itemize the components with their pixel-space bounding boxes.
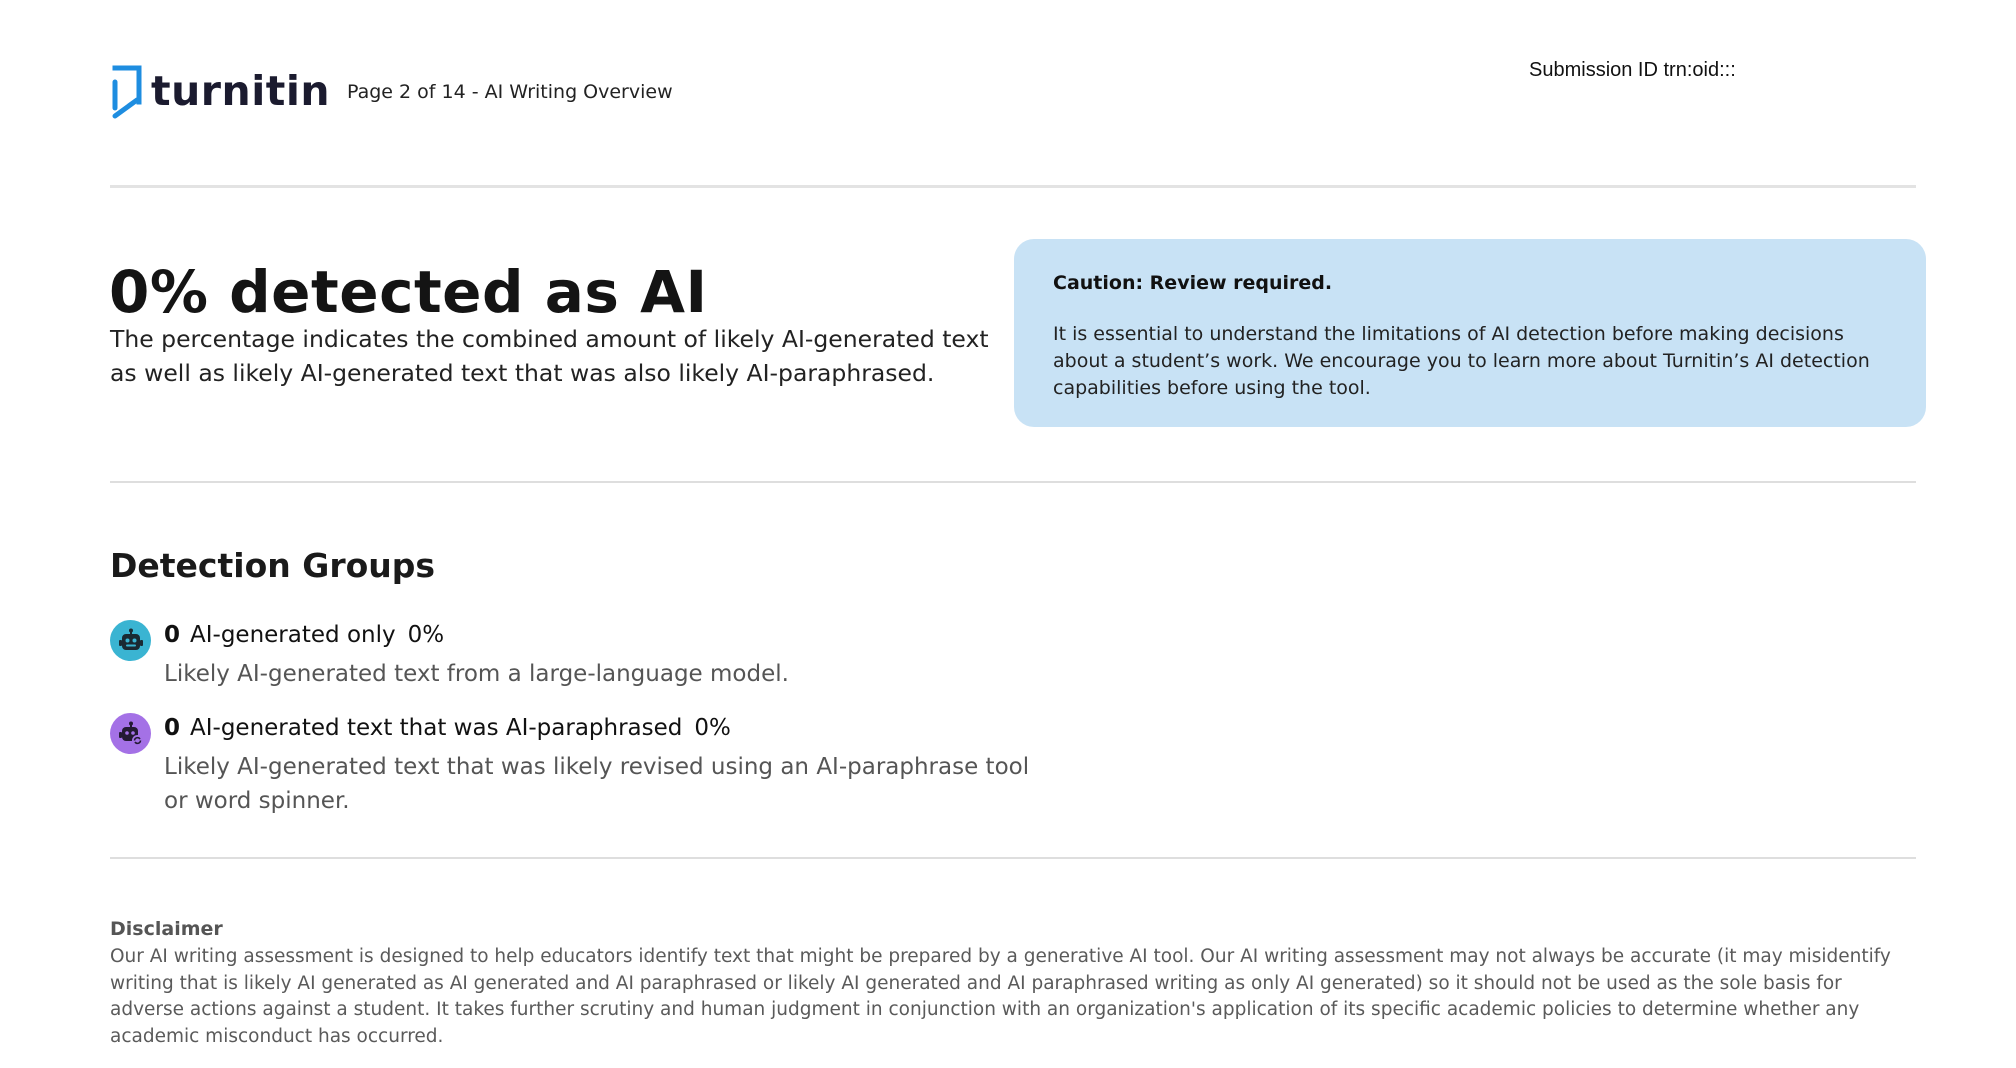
caution-title: Caution: Review required. — [1053, 272, 1333, 294]
group-heading — [164, 715, 731, 741]
group-description: Likely AI-generated text from a large-language model. — [164, 661, 789, 687]
group-label: AI-generated text that was AI-paraphrased — [190, 715, 683, 741]
group-label: AI-generated only — [190, 622, 396, 648]
group-count: 0 — [164, 622, 181, 648]
summary-divider — [110, 481, 1916, 483]
robot-paraphrase-icon — [110, 713, 151, 754]
turnitin-logo-icon — [109, 62, 145, 120]
ai-percentage-headline: 0% detected as AI — [109, 258, 708, 326]
caution-body: It is essential to understand the limitations of AI detection before making decisions about a student’s work. We encourage you to learn more about Turnitin’s AI detection capabilities before using the tool. — [1053, 323, 1870, 399]
turnitin-logo — [109, 62, 330, 120]
groups-divider — [110, 857, 1916, 859]
detection-groups-title: Detection Groups — [110, 546, 436, 585]
group-count: 0 — [164, 715, 181, 741]
robot-icon — [110, 620, 151, 661]
group-description: Likely AI-generated text that was likely revised using an AI-paraphrase tool or word spinner. — [164, 754, 1030, 814]
disclaimer-title: Disclaimer — [110, 918, 223, 940]
header-divider — [110, 185, 1916, 188]
group-percent: 0% — [694, 715, 731, 741]
caution-panel — [1014, 239, 1926, 427]
disclaimer-body: Our AI writing assessment is designed to help educators identify text that might be prepared by a generative AI tool. Our AI writing assessment may not always be accurate (it may misidentify writing that is likely AI generated as AI generated and AI paraphrased or likely AI generated and AI paraphrased writing as only AI generated) so it should not be used as the sole basis for adverse actions against a student. It takes further scrutiny and human judgment in conjunction with an organization's application of its specific academic policies to determine whether any academic misconduct has occurred. — [110, 946, 1891, 1047]
page-info: Page 2 of 14 - AI Writing Overview — [347, 81, 673, 103]
ai-percentage-description: The percentage indicates the combined amount of likely AI-generated text as well as likely AI-generated text that was also likely AI-paraphrased. — [110, 325, 989, 387]
submission-id: Submission ID trn:oid::: — [1529, 59, 1736, 81]
group-heading — [164, 622, 444, 648]
turnitin-logo-text: turnitin — [151, 67, 331, 115]
group-percent: 0% — [407, 622, 445, 648]
